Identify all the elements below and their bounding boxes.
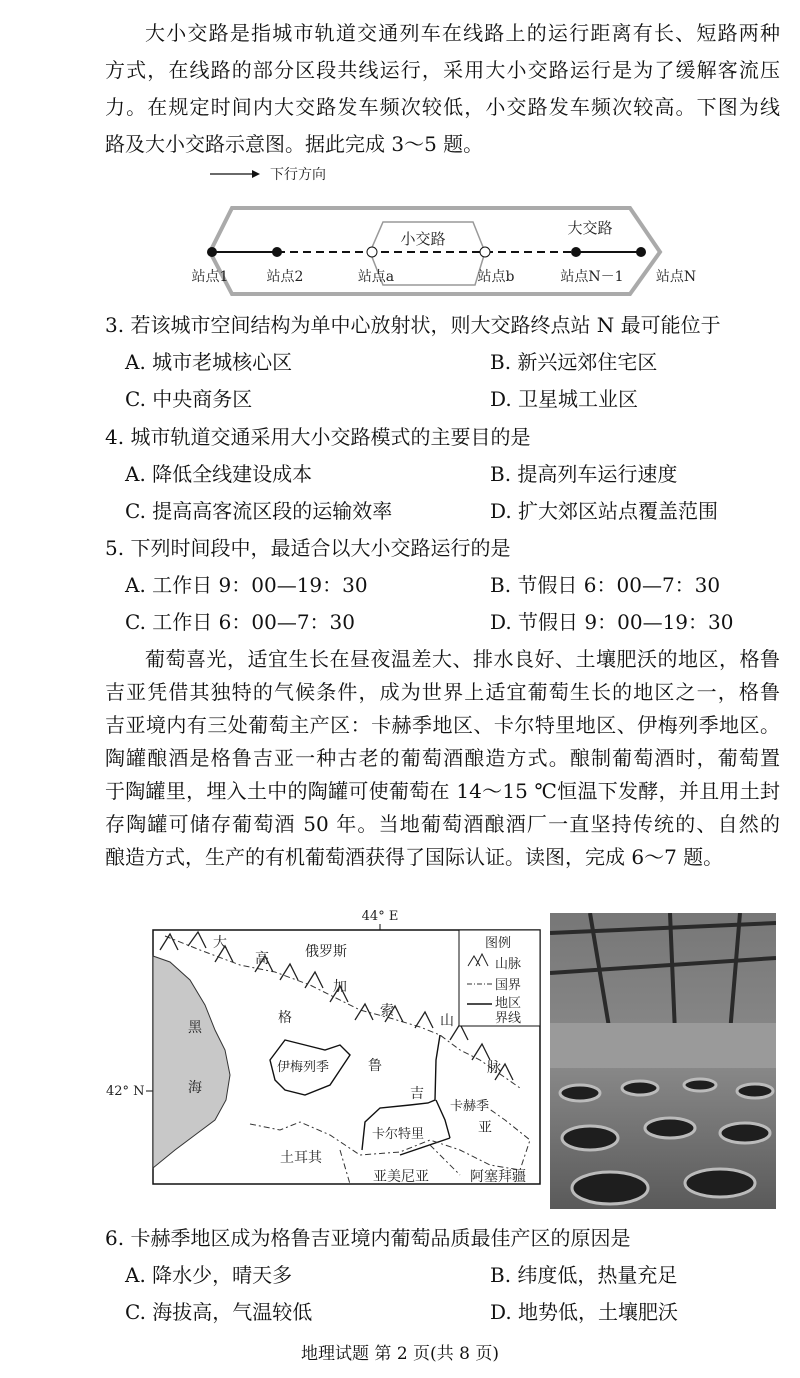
map-label: 图例: [485, 936, 512, 951]
station-label: 站点N: [655, 269, 697, 285]
option[interactable]: A. 工作日 9：00—19：30: [125, 573, 368, 597]
map-label: 吉: [410, 1086, 424, 1102]
intro-line: 路及大小交路示意图。据此完成 3～5 题。: [105, 132, 484, 156]
small-route-label: 小交路: [400, 230, 446, 248]
map-label: 亚美尼亚: [373, 1169, 429, 1185]
station-dot: [367, 247, 377, 257]
question-6: 6. 卡赫季地区成为格鲁吉亚境内葡萄品质最佳产区的原因是: [105, 1226, 631, 1250]
station-label: 站点b: [477, 269, 515, 285]
option[interactable]: B. 新兴远郊住宅区: [490, 350, 658, 374]
question-5: 5. 下列时间段中，最适合以大小交路运行的是: [105, 536, 511, 560]
intro2-line: 陶罐酿酒是格鲁吉亚一种古老的葡萄酒酿造方式。酿制葡萄酒时，葡萄置: [105, 746, 780, 770]
map-label: 界线: [495, 1011, 522, 1026]
page-footer: 地理试题 第 2 页(共 8 页): [301, 1344, 499, 1364]
question-4: 4. 城市轨道交通采用大小交路模式的主要目的是: [105, 425, 531, 449]
question-3: 3. 若该城市空间结构为单中心放射状，则大交路终点站 N 最可能位于: [105, 313, 721, 337]
station-label: 站点1: [191, 269, 229, 285]
station-dot: [480, 247, 490, 257]
map-label: 黑: [188, 1020, 202, 1036]
map-label: 地区: [495, 996, 522, 1011]
map-label: 国界: [495, 978, 522, 993]
option[interactable]: A. 降水少，晴天多: [125, 1263, 293, 1287]
station-label: 站点N－1: [560, 269, 624, 285]
map-label: 土耳其: [280, 1150, 322, 1166]
intro2-line: 于陶罐里，埋入土中的陶罐可使葡萄在 14～15 ℃恒温下发酵，并且用土封: [105, 779, 780, 803]
option[interactable]: C. 提高高客流区段的运输效率: [125, 499, 393, 523]
station-label: 站点2: [266, 269, 304, 285]
option[interactable]: A. 城市老城核心区: [125, 350, 293, 374]
station-dot: [272, 247, 282, 257]
option[interactable]: A. 降低全线建设成本: [125, 462, 313, 486]
map-label: 海: [188, 1080, 202, 1096]
map-label: 山: [440, 1013, 454, 1029]
longitude-label: 44° E: [361, 909, 399, 924]
intro-line: 大小交路是指城市轨道交通列车在线路上的运行距离有长、短路两种: [145, 21, 780, 45]
georgia-map: [100, 900, 545, 1210]
option[interactable]: C. 海拔高，气温较低: [125, 1300, 313, 1324]
big-route-label: 大交路: [567, 219, 613, 237]
map-label: 鲁: [368, 1058, 382, 1074]
map-label: 脉: [487, 1060, 501, 1076]
map-label: 高: [255, 951, 269, 967]
map-label: 卡赫季: [450, 1099, 490, 1114]
option[interactable]: C. 工作日 6：00—7：30: [125, 610, 356, 634]
station-dot: [636, 247, 646, 257]
option[interactable]: B. 纬度低，热量充足: [490, 1263, 678, 1287]
map-label: 加: [333, 979, 347, 995]
intro-line: 力。在规定时间内大交路发车频次较低，小交路发车频次较高。下图为线: [105, 95, 780, 119]
option[interactable]: D. 扩大郊区站点覆盖范围: [490, 499, 719, 523]
intro2-line: 吉亚凭借其独特的气候条件，成为世界上适宜葡萄生长的地区之一，格鲁: [105, 680, 780, 704]
map-label: 俄罗斯: [305, 944, 347, 960]
station-label: 站点a: [357, 269, 395, 285]
option[interactable]: D. 卫星城工业区: [490, 387, 639, 411]
map-label: 大: [213, 935, 227, 951]
latitude-label: 42° N: [106, 1084, 145, 1099]
intro2-line: 吉亚境内有三处葡萄主产区：卡赫季地区、卡尔特里地区、伊梅列季地区。: [105, 713, 780, 737]
map-label: 亚: [478, 1120, 492, 1136]
intro-line: 方式，在线路的部分区段共线运行，采用大小交路运行是为了缓解客流压: [105, 58, 780, 82]
map-label: 格: [278, 1010, 292, 1026]
option[interactable]: C. 中央商务区: [125, 387, 253, 411]
route-diagram: [180, 160, 720, 300]
station-dot: [207, 247, 217, 257]
option[interactable]: B. 提高列车运行速度: [490, 462, 678, 486]
intro2-line: 存陶罐可储存葡萄酒 50 年。当地葡萄酒酿酒厂一直坚持传统的、自然的: [105, 812, 780, 836]
map-label: 卡尔特里: [372, 1127, 425, 1142]
intro2-line: 酿造方式，生产的有机葡萄酒获得了国际认证。读图，完成 6～7 题。: [105, 845, 724, 869]
intro2-line: 葡萄喜光，适宜生长在昼夜温差大、排水良好、土壤肥沃的地区，格鲁: [145, 647, 780, 671]
map-label: 伊梅列季: [277, 1060, 330, 1075]
option[interactable]: D. 地势低，土壤肥沃: [490, 1300, 679, 1324]
option[interactable]: B. 节假日 6：00—7：30: [490, 573, 721, 597]
map-label: 索: [380, 1003, 394, 1019]
station-dot: [571, 247, 581, 257]
direction-label: 下行方向: [270, 167, 326, 183]
qvevri-cellar-photo: [550, 913, 776, 1209]
map-label: 山脉: [495, 957, 522, 972]
option[interactable]: D. 节假日 9：00—19：30: [490, 610, 734, 634]
map-label: 阿塞拜疆: [470, 1169, 526, 1185]
